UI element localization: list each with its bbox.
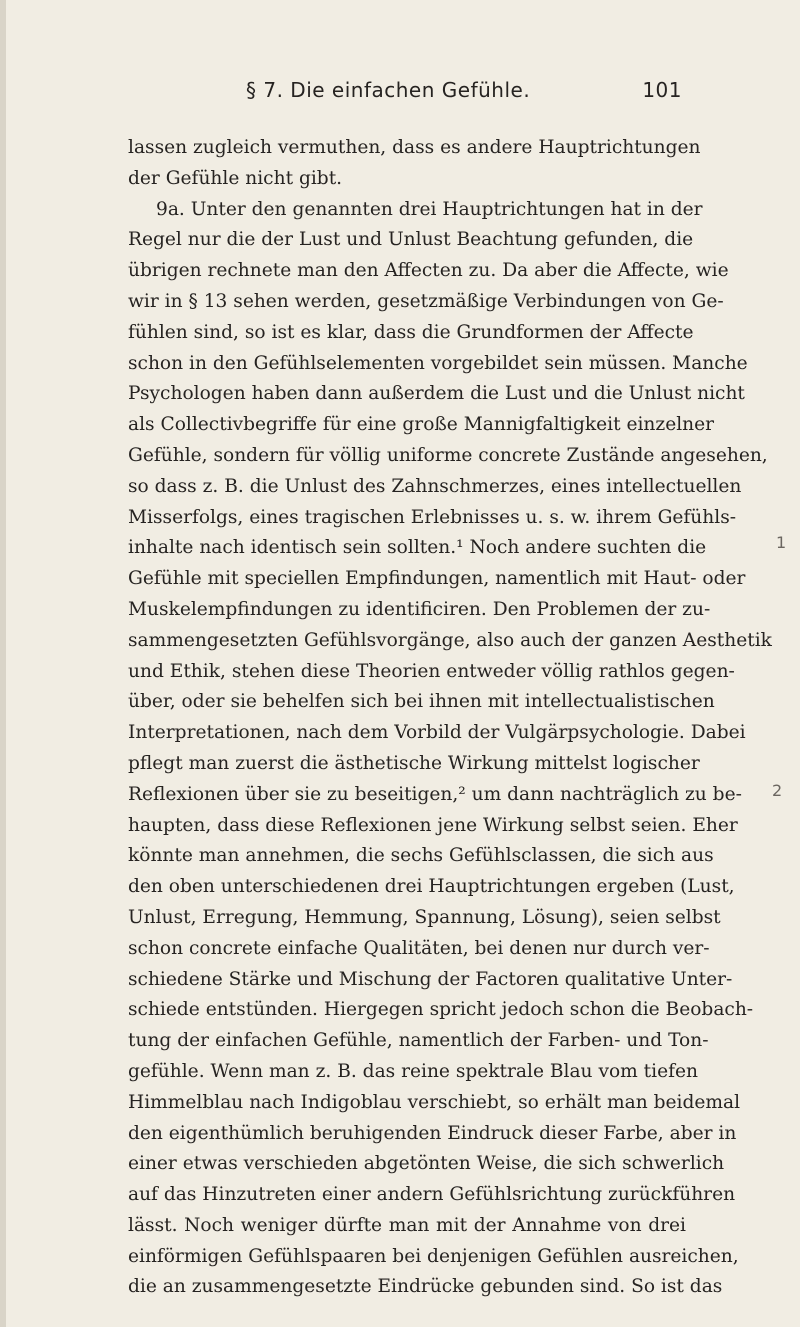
- body-text: [128, 133, 772, 1303]
- text-line: lässt. Noch weniger dürfte man mit der Annahme von drei: [128, 1214, 686, 1236]
- text-line: Himmelblau nach Indigoblau verschiebt, so erhält man beidemal: [128, 1091, 741, 1113]
- text-line: Gefühle mit speciellen Empfindungen, namentlich mit Haut- oder: [128, 568, 746, 590]
- text-line: schon concrete einfache Qualitäten, bei denen nur durch ver-: [128, 937, 710, 959]
- text-line: pflegt man zuerst die ästhetische Wirkung mittelst logischer: [128, 752, 700, 774]
- text-line: Regel nur die der Lust und Unlust Beachtung gefunden, die: [128, 229, 694, 251]
- text-line: auf das Hinzutreten einer andern Gefühlsrichtung zurückführen: [128, 1184, 736, 1206]
- text-line: sammengesetzten Gefühlsvorgänge, also auch der ganzen Aesthetik: [128, 629, 772, 651]
- text-line: über, oder sie behelfen sich bei ihnen mit intellectualistischen: [128, 691, 715, 713]
- text-line: Misserfolgs, eines tragischen Erlebnisses u. s. w. ihrem Gefühls-: [128, 506, 737, 528]
- margin-note: 1: [776, 533, 787, 552]
- text-line: Muskelempfindungen zu identificiren. Den Problemen der zu-: [128, 598, 711, 620]
- page-number: 101: [642, 78, 682, 102]
- text-line: schon in den Gefühlselementen vorgebildet sein müssen. Manche: [128, 352, 748, 374]
- text-line: Psychologen haben dann außerdem die Lust und die Unlust nicht: [128, 383, 745, 405]
- text-line: inhalte nach identisch sein sollten.¹ Noch andere suchten die: [128, 537, 707, 559]
- text-line: und Ethik, stehen diese Theorien entweder völlig rathlos gegen-: [128, 660, 735, 682]
- text-line: den oben unterschiedenen drei Hauptrichtungen ergeben (Lust,: [128, 876, 735, 898]
- text-line: übrigen rechnete man den Affecten zu. Da aber die Affecte, wie: [128, 260, 729, 282]
- text-line: haupten, dass diese Reflexionen jene Wirkung selbst seien. Eher: [128, 814, 738, 836]
- text-line: fühlen sind, so ist es klar, dass die Grundformen der Affecte: [128, 321, 694, 343]
- text-line: schiedene Stärke und Mischung der Factoren qualitative Unter-: [128, 968, 733, 990]
- margin-note: 2: [772, 781, 783, 800]
- text-line: 9a. Unter den genannten drei Hauptrichtungen hat in der: [156, 198, 703, 220]
- page-gutter: [0, 0, 6, 1327]
- text-line: Gefühle, sondern für völlig uniforme concrete Zustände angesehen,: [128, 444, 768, 466]
- text-line: so dass z. B. die Unlust des Zahnschmerzes, eines intellectuellen: [128, 475, 742, 497]
- text-line: den eigenthümlich beruhigenden Eindruck dieser Farbe, aber in: [128, 1122, 737, 1144]
- text-line: einförmigen Gefühlspaaren bei denjenigen Gefühlen ausreichen,: [128, 1245, 739, 1267]
- text-line: wir in § 13 sehen werden, gesetzmäßige Verbindungen von Ge-: [128, 290, 724, 312]
- text-line: schiede entstünden. Hiergegen spricht jedoch schon die Beobach-: [128, 999, 754, 1021]
- text-line: einer etwas verschieden abgetönten Weise, die sich schwerlich: [128, 1153, 725, 1175]
- chapter-title: § 7. Die einfachen Gefühle.: [246, 78, 531, 102]
- text-line: als Collectivbegriffe für eine große Mannigfaltigkeit einzelner: [128, 414, 715, 436]
- text-line: Reflexionen über sie zu beseitigen,² um dann nachträglich zu be-: [128, 783, 742, 805]
- text-line: der Gefühle nicht gibt.: [128, 167, 343, 189]
- text-line: tung der einfachen Gefühle, namentlich der Farben- und Ton-: [128, 1030, 709, 1052]
- text-line: Unlust, Erregung, Hemmung, Spannung, Lösung), seien selbst: [128, 906, 721, 928]
- text-line: die an zusammengesetzte Eindrücke gebunden sind. So ist das: [128, 1276, 723, 1298]
- running-header: [128, 78, 682, 118]
- text-line: gefühle. Wenn man z. B. das reine spektrale Blau vom tiefen: [128, 1060, 698, 1082]
- text-line: könnte man annehmen, die sechs Gefühlsclassen, die sich aus: [128, 845, 714, 867]
- text-line: Interpretationen, nach dem Vorbild der Vulgärpsychologie. Dabei: [128, 722, 746, 744]
- text-line: lassen zugleich vermuthen, dass es andere Hauptrichtungen: [128, 137, 701, 158]
